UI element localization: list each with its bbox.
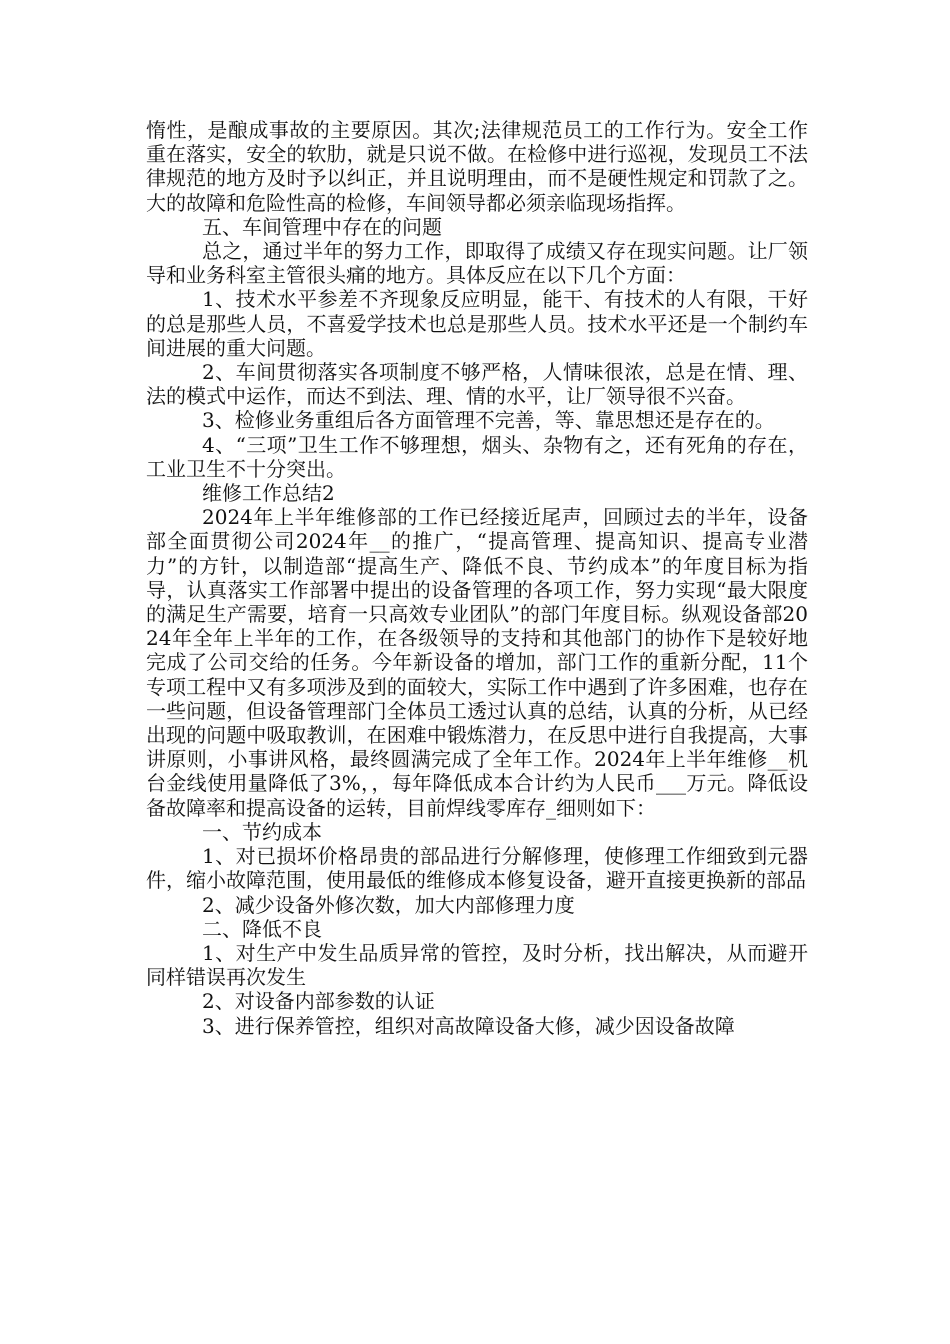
section-title-summary-2: 维修工作总结2 (202, 481, 335, 506)
list-item-problem-4: 4、“三项”卫生工作不够理想，烟头、杂物有之，还有死角的存在，工业卫生不十分突出。 (146, 432, 808, 481)
list-item-defects-2: 2、对设备内部参数的认证 (202, 989, 435, 1014)
list-item-cost-2: 2、减少设备外修次数，加大内部修理力度 (202, 892, 575, 917)
list-item-defects-1: 1、对生产中发生品质异常的管控，及时分析，找出解决，从而避开同样错误再次发生 (146, 940, 808, 990)
list-item-problem-1: 1、技术水平参差不齐现象反应明显，能干、有技术的人有限，干好的总是那些人员，不喜爱学技术也总是那些人员。技术水平还是一个制约车间进展的重大问题。 (146, 287, 808, 360)
heading-reduce-defects: 二、降低不良 (202, 916, 322, 941)
list-item-cost-1: 1、对已损坏价格昂贵的部品进行分解修理，使修理工作细致到元器件，缩小故障范围，使用最低的维修成本修复设备，避开直接更换新的部品 (146, 844, 808, 893)
list-item-problem-3: 3、检修业务重组后各方面管理不完善，等、靠思想还是存在的。 (202, 408, 775, 433)
heading-cost-saving: 一、节约成本 (202, 819, 322, 844)
list-item-problem-2: 2、车间贯彻落实各项制度不够严格，人情味很浓，总是在情、理、法的模式中运作，而达不到法、理、情的水平，让厂领导很不兴奋。 (146, 360, 808, 409)
paragraph-half-year-review: 2024年上半年维修部的工作已经接近尾声，回顾过去的半年，设备部全面贯彻公司2024年__的推广，“提高管理、提高知识、提高专业潜力”的方针，以制造部“提高生产、降低不良、节约成本”的年度目标为指导，认真落实工作部署中提出的设备管理的各项工作，努力实现“最大限度的满足生产需要，培育一只高效专业团队”的部门年度目标。纵观设备部2024年全年上半年的工作，在各级领导的支持和其他部门的协作下是较好地完成了公司交给的任务。今年新设备的增加，部门工作的重新分配，11个专项工程中又有多项涉及到的面较大，实际工作中遇到了许多困难，也存在一些问题，但设备管理部门全体员工透过认真的总结，认真的分析，从已经出现的问题中吸取教训，在困难中锻炼潜力，在反思中进行自我提高，大事讲原则，小事讲风格，最终圆满完成了全年工作。2024年上半年维修__机台金线使用量降低了3%，，每年降低成本合计约为人民币___万元。降低设备故障率和提高设备的运转，目前焊线零库存_细则如下： (146, 505, 808, 820)
paragraph-safety-discipline: 惰性，是酿成事故的主要原因。其次;法律规范员工的工作行为。安全工作重在落实，安全的软肋，就是只说不做。在检修中进行巡视，发现员工不法律规范的地方及时予以纠正，并且说明理由，而不是硬性规定和罚款了之。大的故障和危险性高的检修，车间领导都必须亲临现场指挥。 (146, 118, 808, 215)
list-item-defects-3: 3、进行保养管控，组织对高故障设备大修，减少因设备故障 (202, 1013, 735, 1038)
document-body (146, 118, 808, 1038)
heading-workshop-problems: 五、车间管理中存在的问题 (202, 214, 442, 239)
paragraph-summary-intro: 总之，通过半年的努力工作，即取得了成绩又存在现实问题。让厂领导和业务科室主管很头痛的地方。具体反应在以下几个方面： (146, 239, 808, 288)
